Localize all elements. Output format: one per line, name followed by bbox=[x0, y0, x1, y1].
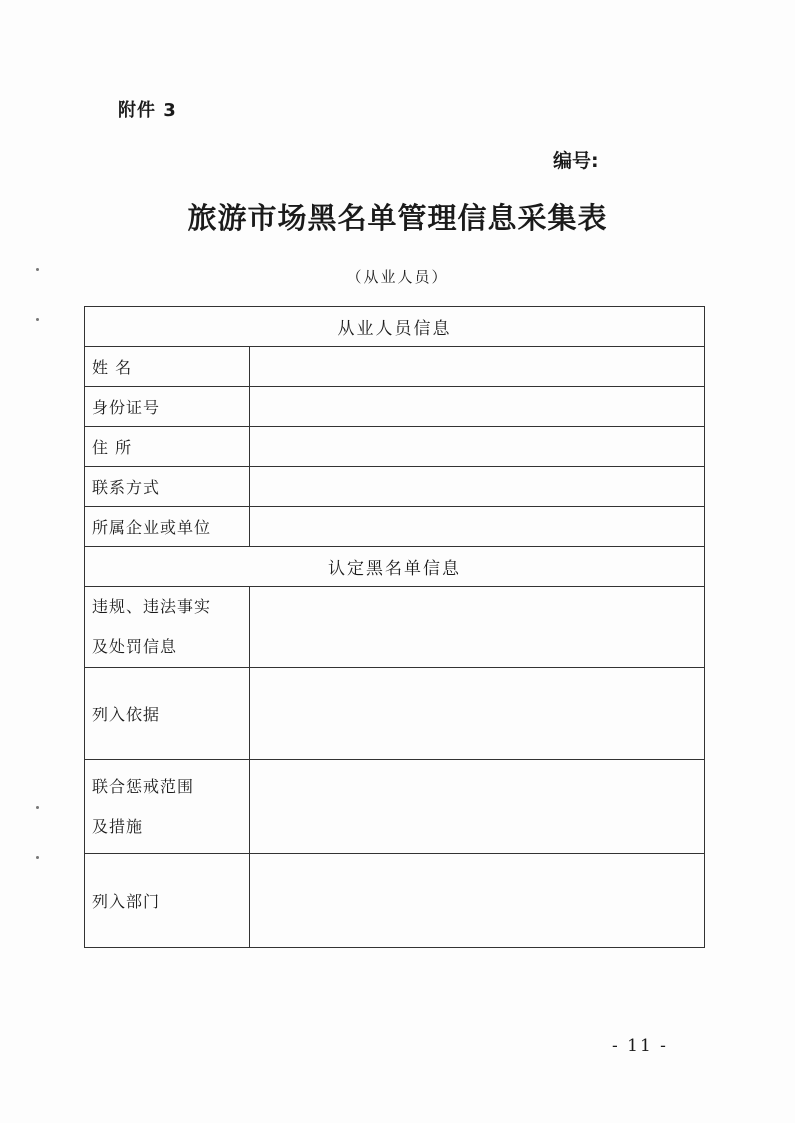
field-label-violations-line2: 及处罚信息 bbox=[92, 637, 178, 656]
scan-speck bbox=[36, 806, 39, 809]
form-row-name bbox=[85, 347, 705, 387]
serial-number-label: 编号: bbox=[553, 150, 599, 172]
form-row-address bbox=[85, 427, 705, 467]
form-row-basis bbox=[85, 668, 705, 760]
form-row-id-number bbox=[85, 387, 705, 427]
field-label-contact: 联系方式 bbox=[85, 467, 250, 507]
field-label-department: 列入部门 bbox=[85, 854, 250, 948]
field-label-basis: 列入依据 bbox=[85, 668, 250, 760]
field-label-sanctions bbox=[85, 760, 250, 854]
field-value-basis[interactable] bbox=[250, 668, 705, 760]
page-number: - 11 - bbox=[612, 1036, 668, 1056]
form-row-employer bbox=[85, 507, 705, 547]
field-label-violations-line1: 违规、违法事实 bbox=[92, 597, 212, 616]
form-row-violations bbox=[85, 587, 705, 668]
field-value-department[interactable] bbox=[250, 854, 705, 948]
field-label-employer: 所属企业或单位 bbox=[85, 507, 250, 547]
section-header-blacklist-info: 认定黑名单信息 bbox=[85, 547, 705, 587]
page-title: 旅游市场黑名单管理信息采集表 bbox=[187, 201, 608, 235]
page-subtitle: （从业人员） bbox=[346, 268, 449, 286]
field-value-sanctions[interactable] bbox=[250, 760, 705, 854]
scan-speck bbox=[36, 318, 39, 321]
field-value-contact[interactable] bbox=[250, 467, 705, 507]
field-value-violations[interactable] bbox=[250, 587, 705, 668]
field-label-violations bbox=[85, 587, 250, 668]
form-row-contact bbox=[85, 467, 705, 507]
section-header-personnel-info: 从业人员信息 bbox=[85, 307, 705, 347]
field-label-sanctions-line2: 及措施 bbox=[92, 816, 144, 836]
field-label-id-number: 身份证号 bbox=[85, 387, 250, 427]
attachment-label: 附件 3 bbox=[118, 100, 177, 121]
field-value-id-number[interactable] bbox=[250, 387, 705, 427]
scan-speck bbox=[36, 268, 39, 271]
scan-speck bbox=[36, 856, 39, 859]
field-value-employer[interactable] bbox=[250, 507, 705, 547]
field-value-address[interactable] bbox=[250, 427, 705, 467]
field-value-name[interactable] bbox=[250, 347, 705, 387]
info-collection-form bbox=[84, 306, 705, 948]
field-label-sanctions-line1: 联合惩戒范围 bbox=[92, 776, 195, 796]
form-row-sanctions bbox=[85, 760, 705, 854]
form-row-department bbox=[85, 854, 705, 948]
field-label-address: 住 所 bbox=[85, 427, 250, 467]
field-label-name: 姓 名 bbox=[85, 347, 250, 387]
